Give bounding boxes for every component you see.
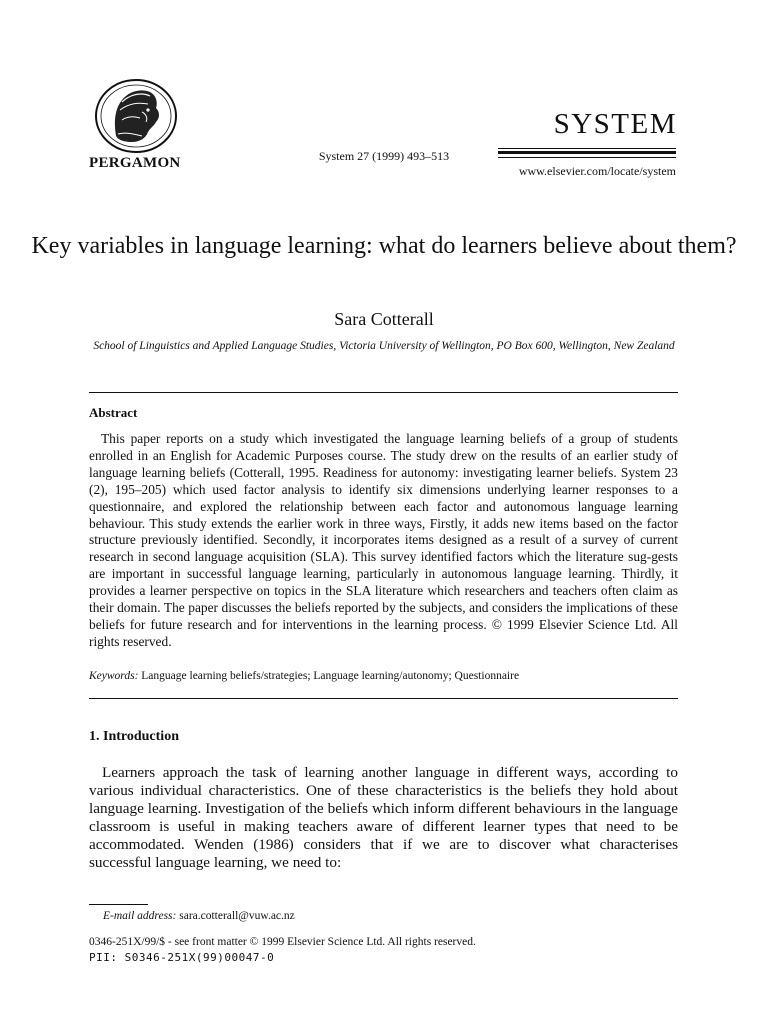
footnote-email [103, 910, 295, 922]
author-affiliation: School of Linguistics and Applied Language Studies, Victoria University of Wellington, PO Box 600, Wellington, New Zealand [93, 340, 675, 352]
divider-bottom [89, 698, 678, 699]
article-title: Key variables in language learning: what do learners believe about them? [31, 233, 737, 259]
author-name: Sara Cotterall [334, 309, 434, 329]
pii-line: PII: S0346-251X(99)00047-0 [89, 951, 275, 964]
publisher-name: PERGAMON [89, 155, 181, 171]
section-heading-introduction: 1. Introduction [89, 729, 179, 744]
footnote-divider [89, 904, 148, 905]
email-label: E-mail address: [103, 910, 177, 922]
journal-title: SYSTEM [553, 108, 677, 140]
email-link[interactable]: sara.cotterall@vuw.ac.nz [179, 910, 295, 922]
journal-citation: System 27 (1999) 493–513 [318, 149, 450, 163]
abstract-body: This paper reports on a study which investigated the language learning beliefs of a group of students enrolled in an English for Academic Purposes course. The study drew on the results of an earlier study of language learning beliefs (Cotterall, 1995. Readiness for autonomy: investigating learner beliefs. System 23 (2), 195–205) which used factor analysis to identify six dimensions underlying learner responses to a questionnaire, and explored the relationship between each factor and autonomous language learning behaviour. This study extends the earlier work in three ways, Firstly, it adds new items based on the factor structure previously identified. Secondly, it incorporates items designed as a result of a survey of current research in second language acquisition (SLA). This survey identified factors which the literature sug-gests are important in successful language learning, particularly in autonomous language learning. Thirdly, it provides a learner perspective on topics in the SLA literature which researchers and teachers often claim as their domain. The paper discusses the beliefs reported by the subjects, and considers the implications of these beliefs for future research and for interventions in the learning process. © 1999 Elsevier Science Ltd. All rights reserved. [89, 431, 678, 649]
keywords-list: Language learning beliefs/strategies; Language learning/autonomy; Questionnaire [141, 670, 520, 682]
journal-url-link[interactable]: www.elsevier.com/locate/system [518, 164, 676, 178]
keywords-label: Keywords: [89, 670, 139, 682]
keywords [89, 670, 678, 682]
abstract-heading: Abstract [89, 405, 138, 420]
journal-title-rule [498, 148, 676, 162]
copyright-line: 0346-251X/99/$ - see front matter © 1999 Elsevier Science Ltd. All rights reserved. [89, 936, 476, 948]
minerva-head-icon [92, 76, 180, 156]
introduction-body: Learners approach the task of learning another language in different ways, according to various individual characteristics. One of these characteristics is the beliefs they hold about language learning. Investigation of the beliefs which inform different behaviours in the language classroom is useful in making teachers aware of different learner types that need to be accommodated. Wenden (1986) considers that if we are to discover what characterises successful language learning, we need to: [89, 764, 678, 871]
divider-top [89, 392, 678, 393]
